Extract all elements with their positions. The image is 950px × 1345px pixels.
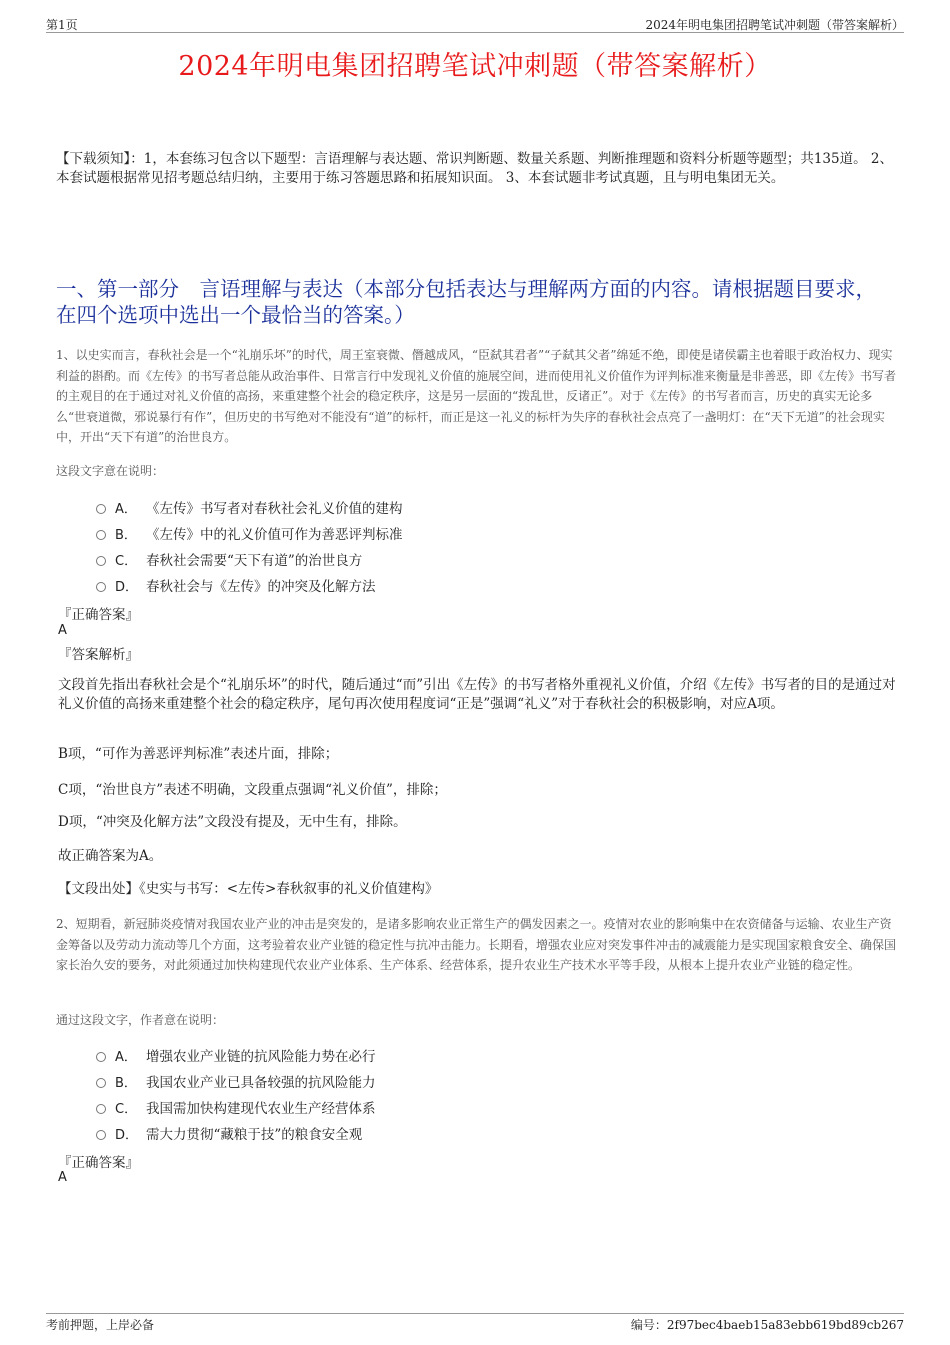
question-1-analysis-conclusion: 故正确答案为A。 — [58, 848, 163, 864]
page-number: 第1页 — [46, 18, 78, 32]
question-1-option-a[interactable]: A． 《左传》书写者对春秋社会礼义价值的建构 — [96, 497, 403, 517]
question-2-option-a[interactable]: A． 增强农业产业链的抗风险能力势在必行 — [96, 1045, 376, 1065]
question-1-option-c[interactable]: C． 春秋社会需要“天下有道”的治世良方 — [96, 549, 362, 569]
radio-icon[interactable] — [96, 504, 106, 514]
radio-icon[interactable] — [96, 582, 106, 592]
question-1-source: 【文段出处】《史实与书写：<左传>春秋叙事的礼义价值建构》 — [58, 881, 439, 897]
question-2-option-b[interactable]: B． 我国农业产业已具备较强的抗风险能力 — [96, 1071, 376, 1091]
radio-icon[interactable] — [96, 1052, 106, 1062]
radio-icon[interactable] — [96, 1104, 106, 1114]
page-footer — [46, 1313, 904, 1334]
question-1-answer-label: 『正确答案』 — [58, 607, 139, 623]
question-1-analysis-b: B项，“可作为善恶评判标准”表述片面，排除； — [58, 746, 339, 762]
download-notice: 【下载须知】：1，本套练习包含以下题型：言语理解与表达题、常识判断题、数量关系题、判断推理题和资料分析题等题型；共135道。 2、本套试题根据常见招考题总结归纳，主要用于练习答题思路和拓展知识面。 3、本套试题非考试真题，且与明电集团无关。 — [56, 151, 893, 186]
question-1-analysis-c: C项，“治世良方”表述不明确，文段重点强调“礼义价值”，排除； — [58, 782, 447, 798]
radio-icon[interactable] — [96, 1078, 106, 1088]
footer-serial: 编号：2f97bec4baeb15a83ebb619bd89cb267 — [630, 1318, 904, 1332]
question-1-answer: A — [58, 623, 67, 638]
radio-icon[interactable] — [96, 556, 106, 566]
question-1-analysis-main: 文段首先指出春秋社会是个“礼崩乐坏”的时代，随后通过“而”引出《左传》的书写者格外重视礼义价值，介绍《左传》书写者的目的是通过对礼义价值的高扬来重建整个社会的稳定秩序，尾句再次使用程度词“正是”强调“礼义”对于春秋社会的积极影响，对应A项。 — [58, 677, 896, 712]
question-1-option-d[interactable]: D． 春秋社会与《左传》的冲突及化解方法 — [96, 575, 376, 595]
radio-icon[interactable] — [96, 1130, 106, 1140]
section-heading: 一、第一部分 言语理解与表达（本部分包括表达与理解两方面的内容。请根据题目要求，在四个选项中选出一个最恰当的答案。） — [56, 277, 876, 327]
question-1-option-b[interactable]: B． 《左传》中的礼义价值可作为善恶评判标准 — [96, 523, 403, 543]
footer-slogan: 考前押题，上岸必备 — [46, 1318, 155, 1332]
question-2-prompt: 通过这段文字，作者意在说明： — [56, 1013, 225, 1027]
page-header — [46, 14, 904, 33]
question-2-text: 2、短期看，新冠肺炎疫情对我国农业产业的冲击是突发的，是诸多影响农业正常生产的偶发因素之一。疫情对农业的影响集中在农资储备与运输、农业生产资金筹备以及劳动力流动等几个方面，这考验着农业产业链的稳定性与抗冲击能力。长期看，增强农业应对突发事件冲击的减震能力是实现国家粮食安全、确保国家长治久安的要务，对此须通过加快构建现代农业产业体系、生产体系、经营体系，提升农业生产技术水平等手段，从根本上提升农业产业链的稳定性。 — [56, 917, 897, 972]
question-2-option-d[interactable]: D． 需大力贯彻“藏粮于技”的粮食安全观 — [96, 1123, 362, 1143]
question-2-answer: A — [58, 1170, 67, 1185]
question-1-analysis-d: D项，“冲突及化解方法”文段没有提及，无中生有，排除。 — [58, 814, 407, 830]
document-title: 2024年明电集团招聘笔试冲刺题（带答案解析） — [178, 51, 772, 82]
question-1-prompt: 这段文字意在说明： — [56, 464, 165, 478]
question-1-analysis-label: 『答案解析』 — [58, 647, 139, 663]
header-doc-title: 2024年明电集团招聘笔试冲刺题（带答案解析） — [645, 18, 904, 32]
radio-icon[interactable] — [96, 530, 106, 540]
question-1-text: 1、以史实而言，春秋社会是一个“礼崩乐坏”的时代，周王室衰微、僭越成风，“臣弑其君者”“子弑其父者”绵延不绝，即使是诸侯霸主也着眼于政治权力、现实利益的斟酌。而《左传》的书写者总能从政治事件、日常言行中发现礼义价值的施展空间，进而使用礼义价值作为评判标准来衡量是非善恶，即《左传》书写者的主观目的在于通过对礼义价值的高扬，来重建整个社会的稳定秩序，这是另一层面的“拨乱世，反诸正”。对于《左传》的书写者而言，历史的真实无论多么“世衰道微，邪说暴行有作”，但历史的书写绝对不能没有“道”的标杆，而正是这一礼义的标杆为失序的春秋社会点亮了一盏明灯：在“天下无道”的社会现实中，开出“天下有道”的治世良方。 — [56, 348, 897, 444]
question-2-option-c[interactable]: C． 我国需加快构建现代农业生产经营体系 — [96, 1097, 376, 1117]
question-2-answer-label: 『正确答案』 — [58, 1155, 139, 1171]
